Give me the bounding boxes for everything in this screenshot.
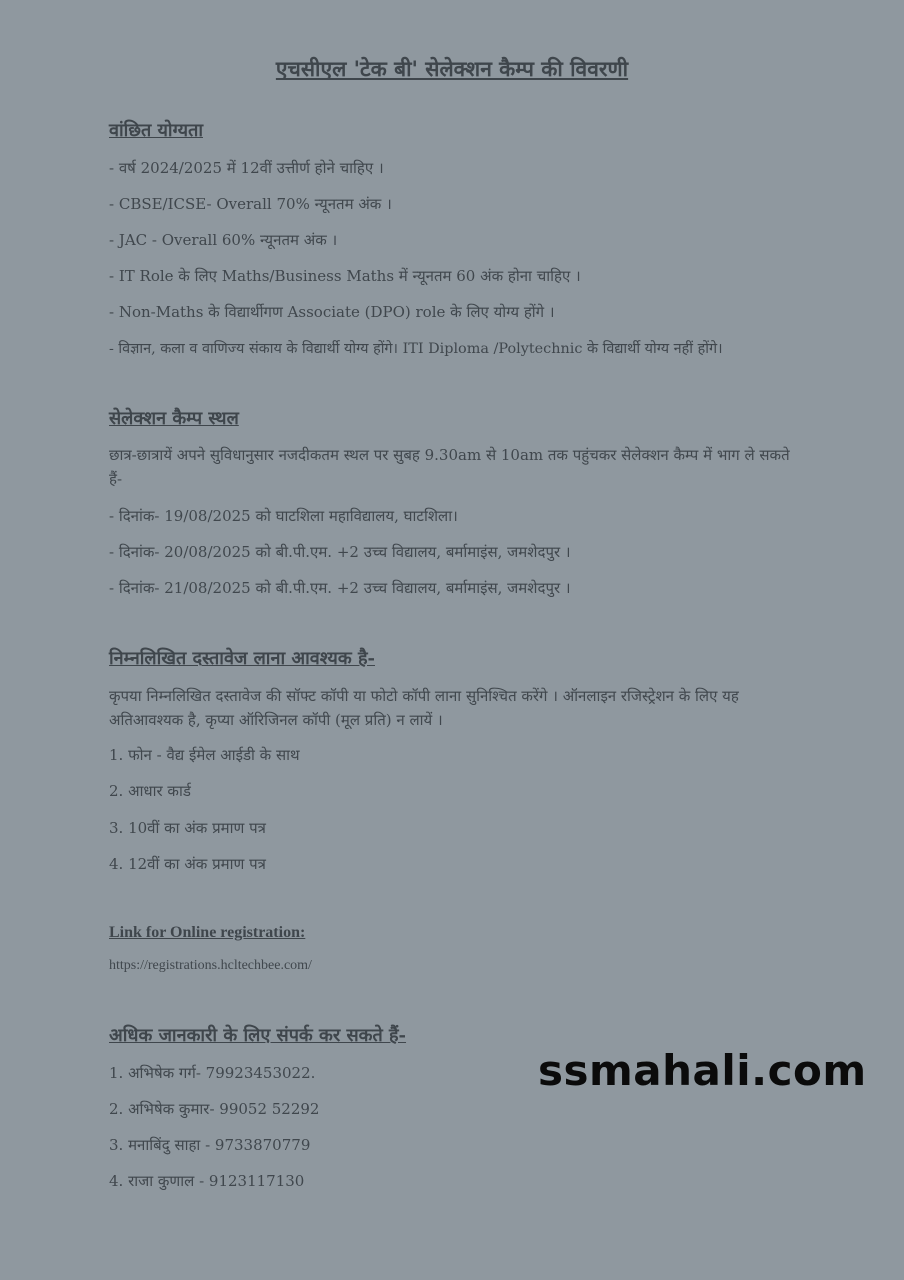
document-item: 3. 10वीं का अंक प्रमाण पत्र bbox=[109, 819, 266, 837]
contacts-heading: अधिक जानकारी के लिए संपर्क कर सकते हैं- bbox=[109, 1025, 407, 1046]
document-item: 2. आधार कार्ड bbox=[109, 782, 191, 800]
watermark: ssmahali.com bbox=[538, 1046, 867, 1095]
contact-item: 1. अभिषेक गर्ग- 79923453022. bbox=[109, 1064, 316, 1082]
documents-intro: कृपया निम्नलिखित दस्तावेज की सॉफ्ट कॉपी या फोटो कॉपी लाना सुनिश्चित करेंगे । ऑनलाइन रजिस्ट्रेशन के लिए यह अतिआवश्यक है, कृप्या ऑरिजिनल कॉपी (मूल प्रति) न लायें । bbox=[109, 687, 739, 729]
contact-item: 4. राजा कुणाल - 9123117130 bbox=[109, 1172, 305, 1190]
document-item: 4. 12वीं का अंक प्रमाण पत्र bbox=[109, 855, 266, 873]
eligibility-item: - IT Role के लिए Maths/Business Maths में न्यूनतम 60 अंक होना चाहिए । bbox=[109, 267, 581, 285]
registration-link[interactable]: https://registrations.hcltechbee.com/ bbox=[109, 958, 312, 973]
eligibility-item: - वर्ष 2024/2025 में 12वीं उत्तीर्ण होने चाहिए । bbox=[109, 159, 384, 177]
documents-heading: निम्नलिखित दस्तावेज लाना आवश्यक है- bbox=[109, 648, 375, 669]
eligibility-item: - CBSE/ICSE- Overall 70% न्यूनतम अंक । bbox=[109, 195, 392, 213]
venue-item: - दिनांक- 20/08/2025 को बी.पी.एम. +2 उच्च विद्यालय, बर्मामाइंस, जमशेदपुर । bbox=[109, 543, 571, 561]
eligibility-item: - Non-Maths के विद्यार्थीगण Associate (DPO) role के लिए योग्य होंगे । bbox=[109, 303, 555, 321]
eligibility-item: - JAC - Overall 60% न्यूनतम अंक । bbox=[109, 231, 338, 249]
venue-heading: सेलेक्शन कैम्प स्थल bbox=[109, 408, 239, 429]
venue-intro: छात्र-छात्रायें अपने सुविधानुसार नजदीकतम स्थल पर सुबह 9.30am से 10am तक पहुंचकर सेलेक्शन कैम्प में भाग ले सकते हैं- bbox=[109, 446, 790, 488]
contact-item: 2. अभिषेक कुमार- 99052 52292 bbox=[109, 1100, 320, 1118]
venue-item: - दिनांक- 21/08/2025 को बी.पी.एम. +2 उच्च विद्यालय, बर्मामाइंस, जमशेदपुर । bbox=[109, 579, 571, 597]
registration-heading: Link for Online registration: bbox=[109, 924, 306, 941]
document-item: 1. फोन - वैद्य ईमेल आईडी के साथ bbox=[109, 746, 300, 764]
contact-item: 3. मनाबिंदु साहा - 9733870779 bbox=[109, 1136, 311, 1154]
venue-item: - दिनांक- 19/08/2025 को घाटशिला महाविद्यालय, घाटशिला। bbox=[109, 507, 458, 525]
page-title: एचसीएल 'टेक बी' सेलेक्शन कैम्प की विवरणी bbox=[275, 56, 629, 81]
eligibility-heading: वांछित योग्यता bbox=[109, 120, 203, 141]
eligibility-item: - विज्ञान, कला व वाणिज्य संकाय के विद्यार्थी योग्य होंगे। ITI Diploma /Polytechnic के विद्यार्थी योग्य नहीं होंगे। bbox=[109, 341, 723, 357]
